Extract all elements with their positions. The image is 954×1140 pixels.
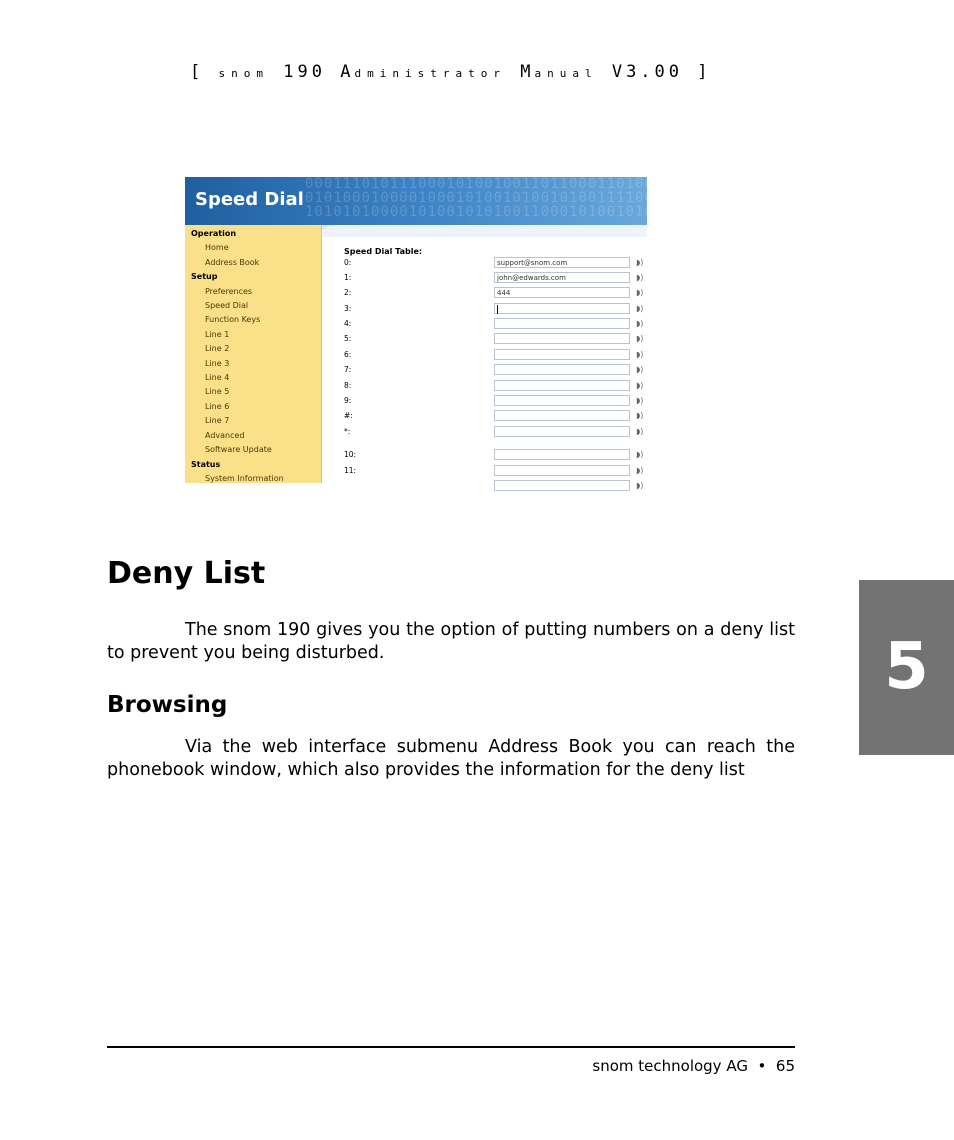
speed-dial-row [344,349,644,363]
speed-dial-row [344,333,644,347]
speaker-icon[interactable]: ◗) [636,381,644,390]
header-version: V3.00 [611,62,684,82]
nav-link[interactable]: Address Book [205,257,260,267]
speed-dial-number-value: support@snom.com [497,259,568,267]
speed-dial-row [344,257,644,271]
nav-link[interactable]: Home [205,243,229,253]
nav-link[interactable]: Line 7 [205,416,230,426]
speed-dial-panel [322,237,647,490]
intro-paragraph: The snom 190 gives you the option of putting numbers on a deny list to prevent you being disturbed. [107,620,795,663]
speed-dial-key-label: #: [344,411,353,420]
speed-dial-number-input[interactable] [494,272,630,283]
nav-link[interactable]: Line 2 [205,344,230,354]
text-cursor [497,305,498,314]
speed-dial-screenshot [185,176,683,490]
chapter-number: 5 [884,630,929,704]
speaker-icon[interactable]: ◗) [636,288,644,297]
speed-dial-number-value: 444 [497,289,511,297]
nav-link[interactable]: Function Keys [205,315,261,325]
header-word2-initial: M [520,62,535,82]
page-footer [107,1057,795,1075]
speed-dial-row [344,318,644,332]
speed-dial-row [344,449,644,463]
banner-title: Speed Dial [195,189,304,210]
nav-link[interactable]: Preferences [205,286,253,296]
header-bracket-close: ] [697,62,712,82]
speed-dial-number-value: john@edwards.com [497,274,566,282]
speed-dial-key-label: 7: [344,365,352,374]
speed-dial-number-input[interactable] [494,318,630,329]
header-bracket-open: [ [190,62,205,82]
subsection-title: Browsing [107,692,228,718]
speed-dial-row [344,426,644,440]
speed-dial-key-label: 2: [344,288,352,297]
browsing-paragraph: Via the web interface submenu Address Book you can reach the phonebook window, which also provides the information for the deny list [107,737,795,780]
speed-dial-number-input[interactable] [494,426,630,437]
nav-link[interactable]: Line 3 [205,358,230,368]
speaker-icon[interactable]: ◗) [636,258,644,267]
binary-line: 0001110101110001010010011011000110100111 [305,176,683,192]
speed-dial-number-input[interactable] [494,465,630,476]
speed-dial-row [344,272,644,286]
header-word2-rest: anual [534,67,598,80]
footer-company: snom technology AG [592,1057,748,1075]
speed-dial-key-label: 11: [344,466,357,475]
speed-dial-number-input[interactable] [494,449,630,460]
nav-section-heading: Status [191,459,221,469]
speaker-icon[interactable]: ◗) [636,304,644,313]
speed-dial-number-input[interactable] [494,380,630,391]
speed-dial-number-input[interactable] [494,410,630,421]
banner [185,176,683,225]
speaker-icon[interactable]: ◗) [636,396,644,405]
nav-link[interactable]: System Information [205,473,284,483]
speed-dial-row [344,364,644,378]
running-header [190,62,712,82]
speaker-icon[interactable]: ◗) [636,427,644,436]
nav-link[interactable]: Line 1 [205,329,230,339]
header-word1-initial: A [340,62,355,82]
speed-dial-number-input[interactable] [494,333,630,344]
speed-dial-row [344,380,644,394]
nav-link[interactable]: Speed Dial [205,301,249,311]
nav-link[interactable]: Line 6 [205,401,230,411]
nav-link[interactable]: Advanced [205,430,245,440]
speed-dial-key-label: 9: [344,396,352,405]
speaker-icon[interactable]: ◗) [636,481,644,490]
speed-dial-key-label: 0: [344,258,352,267]
speed-dial-number-input[interactable] [494,364,630,375]
speed-dial-key-label: *: [344,427,351,436]
nav-section-heading: Operation [191,229,237,238]
footer-separator: • [757,1057,767,1075]
speed-dial-number-input[interactable] [494,395,630,406]
speed-dial-key-label: 5: [344,334,352,343]
speed-dial-key-label: 8: [344,381,352,390]
speed-dial-row [344,410,644,424]
speaker-icon[interactable]: ◗) [636,466,644,475]
header-model: 190 [283,62,326,82]
main-panel-top [322,225,647,237]
nav-list [191,227,284,486]
speed-dial-number-input[interactable] [494,287,630,298]
speed-dial-row [344,303,644,317]
speed-dial-key-label: 3: [344,304,352,313]
speed-dial-key-label: 6: [344,350,352,359]
speed-dial-number-input[interactable] [494,349,630,360]
speaker-icon[interactable]: ◗) [636,450,644,459]
speed-dial-row [344,395,644,409]
speed-dial-row [344,480,644,494]
speed-dial-number-input[interactable] [494,257,630,268]
binary-line: 1010101000010100101010011000101001010101 [305,204,683,220]
speed-dial-number-input[interactable] [494,303,630,314]
nav-section-heading: Setup [191,272,218,282]
nav-link[interactable]: Line 4 [205,373,230,383]
page-number: 65 [775,1057,795,1075]
speed-dial-table-title: Speed Dial Table: [344,247,423,256]
speed-dial-key-label: 4: [344,319,352,328]
speaker-icon[interactable]: ◗) [636,350,644,359]
nav-sidebar [185,225,322,483]
speed-dial-key-label: 1: [344,273,352,282]
nav-link[interactable]: Line 5 [205,387,230,397]
binary-background [305,176,683,220]
speed-dial-row [344,465,644,479]
chapter-tab [859,580,954,755]
speaker-icon[interactable]: ◗) [636,334,644,343]
header-word1-rest: dministrator [354,67,506,80]
speed-dial-number-input[interactable] [494,480,630,491]
speaker-icon[interactable]: ◗) [636,273,644,282]
speaker-icon[interactable]: ◗) [636,411,644,420]
header-brand: snom [218,67,269,80]
section-title: Deny List [107,556,266,591]
footer-rule [107,1046,795,1048]
speaker-icon[interactable]: ◗) [636,365,644,374]
binary-line: 0101000100001000101001010010100111100100 [305,190,683,206]
nav-link[interactable]: Software Update [205,445,272,455]
speed-dial-key-label: 10: [344,450,357,459]
speed-dial-row [344,287,644,301]
speaker-icon[interactable]: ◗) [636,319,644,328]
